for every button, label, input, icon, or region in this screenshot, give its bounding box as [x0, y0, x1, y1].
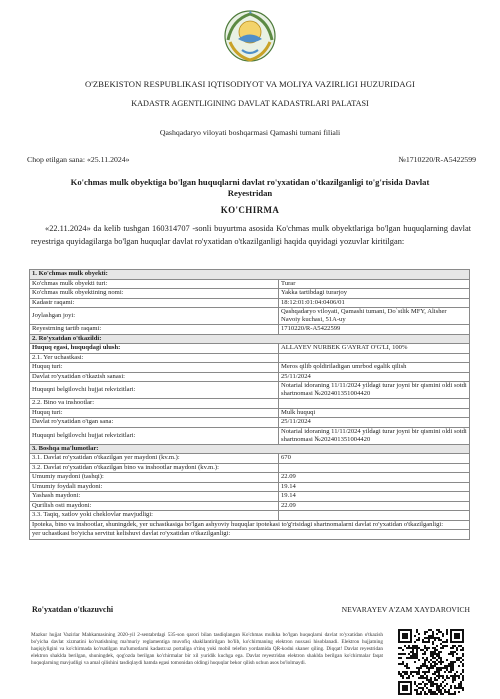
- row-label: yer uchastkasi bo'yicha servitut kelishuvi davlat ro'yxatidan o'tkazilganligi:: [30, 530, 470, 540]
- table-row: [30, 454, 470, 464]
- table-row: [30, 501, 470, 511]
- row-value: Meros qilib qoldiriladigan umrbod egalik qilish: [279, 363, 470, 373]
- table-row: [30, 372, 470, 382]
- row-value: 1710220/R-A5422599: [279, 325, 470, 335]
- row-label: Ipoteka, bino va inshootlar, shuningdek, yer uchastkasiga bo'lgan ashyoviy huquqlar ipotekasi to'g'risidagi shartnomalarni davlat ro'yxatidan o'tkazilganligi:: [30, 520, 470, 530]
- table-row: [30, 289, 470, 299]
- row-value: 18:12:01:01:04:0406/01: [279, 298, 470, 308]
- row-label: Davlat ro'yxatidan o'tkazish sanasi:: [30, 372, 279, 382]
- table-row: [30, 344, 470, 354]
- row-label: 3. Boshqa ma'lumotlar:: [30, 444, 470, 454]
- row-label: 2.2. Bino va inshootlar:: [30, 399, 279, 409]
- document-title: Ko'chmas mulk obyektiga bo'lgan huquqlarni davlat ro'yxatidan o'tkazilganligi to'g'risida Davlat Reyestridan: [70, 177, 430, 198]
- row-value: [279, 353, 470, 363]
- document-subtitle: KO'CHIRMA: [220, 205, 280, 215]
- row-label: Huquqni belgilovchi hujjat rekvizitlari:: [30, 427, 279, 444]
- table-row: [30, 427, 470, 444]
- intro-paragraph: «22.11.2024» da kelib tushgan 160314707 -sonli buyurtma asosida Ko'chmas mulk obyektlariga bo'lgan huquqlarning davlat reyestriga quyidagilarga bo'lgan huquqlar davlat ro'yxatidan o'tkazilganligi haqida quyidagi yozuvlar kiritilgan:: [31, 224, 471, 246]
- table-row: [30, 492, 470, 502]
- table-row: [30, 408, 470, 418]
- section-header-row: [30, 270, 470, 280]
- row-value: Mulk huquqi: [279, 408, 470, 418]
- table-row: [30, 482, 470, 492]
- row-label: 2.1. Yer uchastkasi:: [30, 353, 279, 363]
- row-value: Yakka tartibdagi turarjoy: [279, 289, 470, 299]
- row-value: 22.09: [279, 473, 470, 483]
- row-label: Umumiy maydoni (tashqi):: [30, 473, 279, 483]
- row-label: Davlat ro'yxatidan o'tgan sana:: [30, 418, 279, 428]
- legal-footnote: Mazkur hujjat Vazirlar Mahkamasining 2020-yil 2-sentabrdagi 535-son qarori bilan tasdiqlangan Ko'chmas mulkka bo'lgan huquqlarni davlat ro'yxatidan o'tkazish bo'yicha davlat xizmatini ko'rsatishning ma'muriy reglamentiga muvofiq shakllantirilgan bo'lib, ko'chirmaning elektron nusxasi hisoblanadi. Elektron hujjatning haqiqiyligini va ko'chirmada ko'rsatilgan ma'lumotlarni kadastr.uz portaliga o'tinq yoki mobil telefon yordamida QR-kodni skaner qiling. Diqqat! Davlat reyestridan elektron shaklda berilgan, shuningdek, qog'ozda berilgan ko'chirmalar bir xil yuridik kuchga ega. Davlat reyestridan elektron shaklda berilgan ko'chirmalar faqat huquqlarning mavjudligi va amal qilishini tasdiqlaydi hamda egasi tomonidan oldingi huquqlar bekor qilish uchun asos bo'lolmaydi.: [31, 632, 383, 666]
- state-emblem-icon: [222, 6, 278, 64]
- table-row: [30, 279, 470, 289]
- row-label: 3.2. Davlat ro'yxatidan o'tkazilgan bino va inshootlar maydoni (kv.m.):: [30, 463, 279, 473]
- row-label: Huquqni belgilovchi hujjat rekvizitlari:: [30, 382, 279, 399]
- row-label: Umumiy foydali maydoni:: [30, 482, 279, 492]
- row-label: Huquq turi:: [30, 408, 279, 418]
- row-value: 25/11/2024: [279, 418, 470, 428]
- registry-table: [29, 269, 470, 540]
- row-value: 19.14: [279, 482, 470, 492]
- row-value: 19.14: [279, 492, 470, 502]
- row-value: [279, 511, 470, 521]
- table-row: [30, 511, 470, 521]
- table-row: [30, 298, 470, 308]
- row-value: 22.09: [279, 501, 470, 511]
- row-value: Turar: [279, 279, 470, 289]
- row-label: 1. Ko'chmas mulk obyekti:: [30, 270, 470, 280]
- agency-title: KADASTR AGENTLIGINING DAVLAT KADASTRLARI PALATASI: [131, 99, 369, 108]
- row-label: Reyestrning tartib raqami:: [30, 325, 279, 335]
- section-header-row: [30, 444, 470, 454]
- table-row: [30, 353, 470, 363]
- ministry-title: O'ZBEKISTON RESPUBLIKASI IQTISODIYOT VA MOLIYA VAZIRLIGI HUZURIDAGI: [84, 79, 416, 89]
- row-label: Qurilish osti maydoni:: [30, 501, 279, 511]
- row-label: Kadastr raqami:: [30, 298, 279, 308]
- row-value: 670: [279, 454, 470, 464]
- row-label: Huquq egasi, huquqdagi ulush:: [30, 344, 279, 354]
- table-row: [30, 382, 470, 399]
- row-value: ALLAYEV NURBEK G'AYRAT O'G'LI, 100%: [279, 344, 470, 354]
- table-row: [30, 308, 470, 325]
- section-header-row: [30, 334, 470, 344]
- row-label: Ko'chmas mulk obyekti turi:: [30, 279, 279, 289]
- row-label: Yashash maydoni:: [30, 492, 279, 502]
- row-label: 2. Ro'yxatdan o'tkazildi:: [30, 334, 470, 344]
- table-row: [30, 530, 470, 540]
- row-value: 25/11/2024: [279, 372, 470, 382]
- registrar-name: NEVARAYEV A'ZAM XAYDAROVICH: [341, 605, 470, 614]
- table-row: [30, 399, 470, 409]
- registrar-label: Ro'yxatdan o'tkazuvchi: [32, 605, 114, 614]
- print-date: Chop etilgan sana: «25.11.2024»: [27, 155, 130, 164]
- table-row: [30, 473, 470, 483]
- row-label: 3.3. Taqiq, xatlov yoki cheklovlar mavjudligi:: [30, 511, 279, 521]
- row-label: 3.1. Davlat ro'yxatidan o'tkazilgan yer maydoni (kv.m.):: [30, 454, 279, 464]
- row-value: Notarial idoraning 11/11/2024 yildagi turar joyni bir qismini oldi sotdi shartnomasi №202401351004420: [279, 427, 470, 444]
- row-value: [279, 399, 470, 409]
- table-row: [30, 325, 470, 335]
- row-label: Huquq turi:: [30, 363, 279, 373]
- row-value: Notarial idoraning 11/11/2024 yildagi turar joyni bir qismini oldi sotdi shartnomasi №202401351004420: [279, 382, 470, 399]
- table-row: [30, 520, 470, 530]
- table-row: [30, 363, 470, 373]
- row-value: Qashqadaryo viloyati, Qamashi tumani, Do`stlik MFY, Alisher Navoiy kuchasi, 51A-uy: [279, 308, 470, 325]
- row-value: [279, 463, 470, 473]
- table-row: [30, 463, 470, 473]
- document-number: №1710220/R-A5422599: [398, 155, 476, 164]
- branch-name: Qashqadaryo viloyati boshqarmasi Qamashi tumani filiali: [159, 128, 341, 137]
- qr-code-icon[interactable]: [398, 629, 464, 695]
- row-label: Joylashgan joyi:: [30, 308, 279, 325]
- table-row: [30, 418, 470, 428]
- row-label: Ko'chmas mulk obyektining nomi:: [30, 289, 279, 299]
